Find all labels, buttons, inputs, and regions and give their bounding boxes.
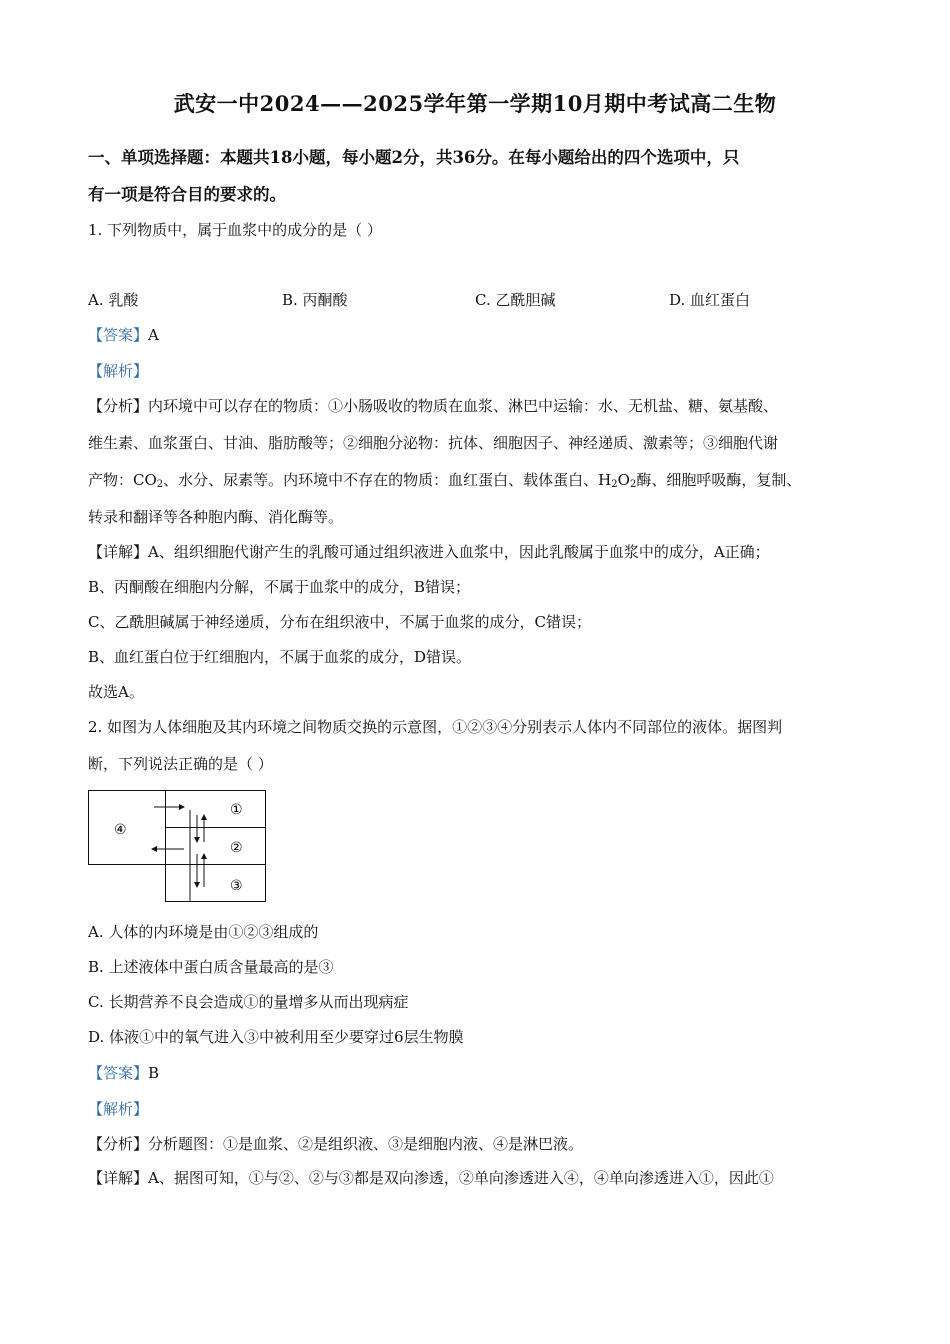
q1-fenxi-text1: 内环境中可以存在的物质：①小肠吸收的物质在血浆、淋巴中运输：水、无机盐、糖、氨基酸、 — [148, 397, 779, 415]
q1-answer — [88, 325, 878, 345]
label-3: ③ — [230, 878, 243, 894]
q2-answer — [88, 1063, 878, 1083]
fluid-exchange-diagram — [88, 790, 268, 902]
q2-fenxi — [88, 1134, 878, 1154]
q2-fenxi-text: 分析题图：①是血浆、②是组织液、③是细胞内液、④是淋巴液。 — [148, 1135, 584, 1153]
q1-xiangjie-text1: A、组织细胞代谢产生的乳酸可通过组织液进入血浆中，因此乳酸属于血浆中的成分，A正确； — [148, 543, 770, 561]
q2-option-b: B. 上述液体中蛋白质含量最高的是③ — [88, 958, 334, 976]
q1-fenxi-l3c: O — [617, 471, 630, 489]
box-intracellular-fluid — [166, 865, 266, 902]
label-2: ② — [230, 840, 243, 856]
q1-option-c: C. 乙酰胆碱 — [475, 291, 556, 309]
q1-option-b: B. 丙酮酸 — [282, 291, 348, 309]
q1-fenxi-line2: 维生素、血浆蛋白、甘油、脂肪酸等；②细胞分泌物：抗体、细胞因子、神经递质、激素等；③细胞代谢 — [88, 434, 779, 452]
q1-fenxi-line3 — [88, 470, 878, 490]
box-lymph — [89, 791, 166, 865]
q1-option-a: A. 乳酸 — [88, 291, 139, 309]
q2-analysis-tag: 【解析】 — [88, 1100, 149, 1118]
q1-option-d: D. 血红蛋白 — [669, 291, 751, 309]
section-heading-line2: 有一项是符合目的要求的。 — [88, 185, 286, 204]
q1-fenxi-sub1: 2 — [156, 479, 164, 490]
q1-analysis-tag: 【解析】 — [88, 362, 149, 380]
q1-fenxi-l3a: 产物：CO — [88, 471, 157, 489]
box-plasma — [166, 791, 266, 828]
answer-tag: 【答案】 — [88, 1064, 149, 1082]
page-title: 武安一中2024——2025学年第一学期10月期中考试高二生物 — [173, 91, 777, 116]
q1-xiangjie-line1 — [88, 542, 878, 562]
q1-xiangjie-line2: B、丙酮酸在细胞内分解，不属于血浆中的成分，B错误； — [88, 578, 471, 596]
q2-xiangjie-line1 — [88, 1168, 878, 1188]
label-1: ① — [230, 802, 243, 818]
q1-fenxi-l3d: 酶、细胞呼吸酶，复制、 — [636, 471, 802, 489]
box-tissue-fluid — [166, 828, 266, 865]
fenxi-tag: 【分析】 — [88, 397, 149, 415]
q1-xiangjie-line4: B、血红蛋白位于红细胞内，不属于血浆的成分，D错误。 — [88, 648, 472, 666]
q2-stem-line2: 断，下列说法正确的是（ ） — [88, 755, 273, 773]
q2-option-a: A. 人体的内环境是由①②③组成的 — [88, 923, 319, 941]
q1-xiangjie-line3: C、乙酰胆碱属于神经递质，分布在组织液中，不属于血浆的成分，C错误； — [88, 613, 591, 631]
fenxi-tag: 【分析】 — [88, 1135, 149, 1153]
q1-fenxi-l3b: 、水分、尿素等。内环境中不存在的物质：血红蛋白、载体蛋白、H — [163, 471, 612, 489]
q1-fenxi-line1 — [88, 396, 878, 416]
q2-option-d: D. 体液①中的氧气进入③中被利用至少要穿过6层生物膜 — [88, 1028, 464, 1046]
q1-fenxi-line4: 转录和翻译等各种胞内酶、消化酶等。 — [88, 508, 344, 526]
label-4: ④ — [114, 822, 127, 838]
answer-tag: 【答案】 — [88, 326, 149, 344]
section-heading-line1: 一、单项选择题：本题共18小题，每小题2分，共36分。在每小题给出的四个选项中，只 — [88, 148, 740, 167]
q1-stem: 1. 下列物质中，属于血浆中的成分的是（ ） — [88, 221, 382, 239]
q1-answer-value: A — [148, 326, 159, 344]
q2-answer-value: B — [148, 1064, 160, 1082]
q2-xiangjie-text1: A、据图可知，①与②、②与③都是双向渗透，②单向渗透进入④，④单向渗透进入①，因此① — [148, 1169, 774, 1187]
q1-fenxi-sub3: 2 — [629, 479, 637, 490]
q1-conclusion: 故选A。 — [88, 683, 144, 701]
xiangjie-tag: 【详解】 — [88, 1169, 149, 1187]
xiangjie-tag: 【详解】 — [88, 543, 149, 561]
q2-option-c: C. 长期营养不良会造成①的量增多从而出现病症 — [88, 993, 409, 1011]
q1-fenxi-sub2: 2 — [611, 479, 618, 490]
q2-stem-line1: 2. 如图为人体细胞及其内环境之间物质交换的示意图，①②③④分别表示人体内不同部位的液体。据图判 — [88, 718, 783, 736]
